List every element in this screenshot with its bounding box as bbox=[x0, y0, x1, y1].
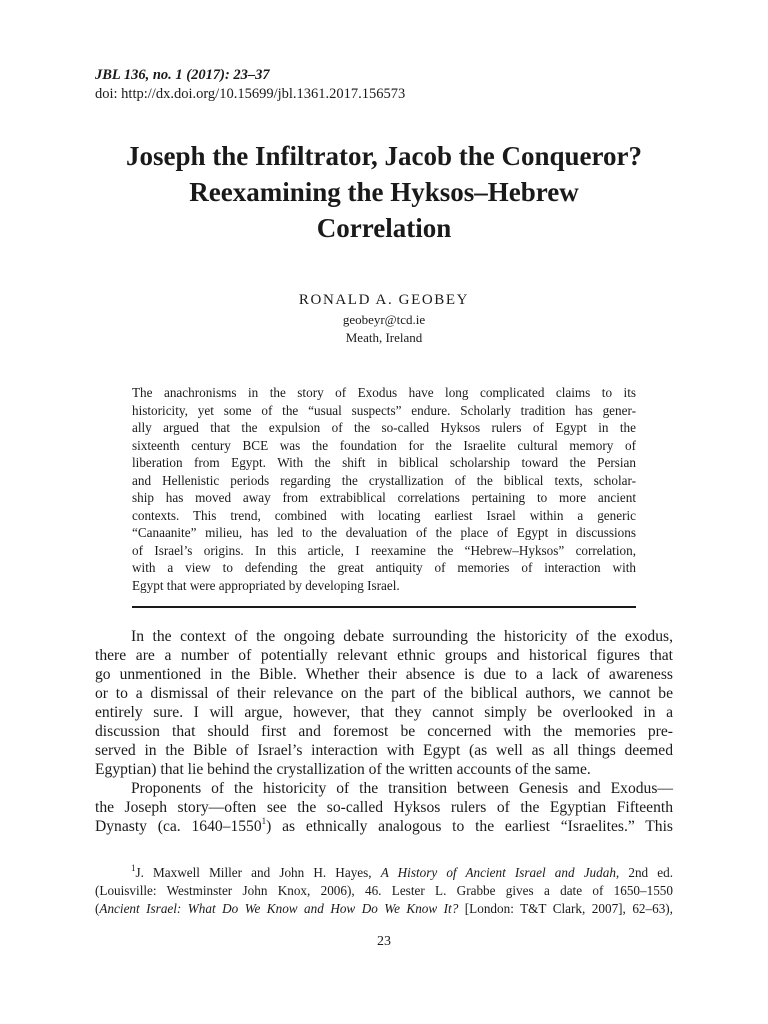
body-line: discussion that should first and foremost be concerned with the memories pre- bbox=[95, 723, 673, 740]
doi-line: doi: http://dx.doi.org/10.15699/jbl.1361.2017.156573 bbox=[95, 86, 406, 102]
body-line: go unmentioned in the Bible. Whether their absence is due to a lack of awareness bbox=[95, 666, 673, 683]
title-line: Correlation bbox=[316, 213, 452, 243]
body-text bbox=[95, 627, 673, 836]
abstract-line: and Hellenistic periods regarding the crystallization of the biblical texts, scholar- bbox=[132, 472, 636, 488]
body-line: served in the Bible of Israel’s interaction with Egypt (as well as all things deemed bbox=[95, 742, 673, 759]
footnote-line: (Louisville: Westminster John Knox, 2006), 46. Lester L. Grabbe gives a date of 1650–1550 bbox=[95, 883, 673, 898]
abstract bbox=[132, 384, 636, 594]
footnote-book-title: A History of Ancient Israel and Judah, bbox=[380, 865, 620, 880]
footnote-line bbox=[95, 900, 673, 918]
footnote-text: 2nd ed. bbox=[619, 865, 674, 880]
title-line: Reexamining the Hyksos–Hebrew bbox=[189, 177, 579, 207]
body-line bbox=[95, 817, 673, 836]
page-number: 23 bbox=[377, 934, 391, 949]
abstract-line: of Israel’s origins. In this article, I reexamine the “Hebrew–Hyksos” correlation, bbox=[132, 542, 636, 558]
body-text-fragment: ) as ethnically analogous to the earliest “Israelites.” This bbox=[266, 818, 673, 835]
body-line: Proponents of the historicity of the transition between Genesis and Exodus— bbox=[131, 780, 673, 797]
author-email: geobeyr@tcd.ie bbox=[342, 312, 426, 327]
abstract-line: ship has moved away from extrabiblical correlations pertaining to more ancient bbox=[132, 490, 636, 505]
footnote-text: ( bbox=[95, 901, 100, 916]
abstract-line: sixteenth century BCE was the foundation for the Israelite cultural memory of bbox=[132, 437, 636, 453]
footnote-text: J. Maxwell Miller and John H. Hayes, bbox=[135, 865, 381, 880]
title-line: Joseph the Infiltrator, Jacob the Conqueror? bbox=[125, 141, 642, 171]
body-line: the Joseph story—often see the so-called Hyksos rulers of the Egyptian Fifteenth bbox=[95, 799, 673, 816]
abstract-line: Egypt that were appropriated by developing Israel. bbox=[132, 577, 400, 593]
article-title bbox=[60, 138, 708, 246]
footnote-book-title: Ancient Israel: What Do We Know and How Do We Know It? bbox=[99, 901, 459, 916]
footnote-marker: 1 bbox=[131, 863, 136, 873]
journal-citation: JBL 136, no. 1 (2017): 23–37 bbox=[95, 67, 270, 83]
abstract-line: contexts. This trend, combined with locating earliest Israel within a generic bbox=[132, 507, 636, 523]
abstract-line: The anachronisms in the story of Exodus have long complicated claims to its bbox=[132, 385, 636, 400]
body-line: Egyptian) that lie behind the crystallization of the written accounts of the same. bbox=[95, 761, 591, 778]
author-name: RONALD A. GEOBEY bbox=[298, 292, 470, 308]
abstract-line: liberation from Egypt. With the shift in biblical scholarship toward the Persian bbox=[132, 455, 636, 470]
abstract-divider bbox=[132, 606, 636, 608]
footnote-text: [London: T&T Clark, 2007], 62–63), bbox=[458, 901, 673, 916]
abstract-line: ally argued that the expulsion of the so-called Hyksos rulers of Egypt in the bbox=[132, 420, 636, 435]
abstract-line: historicity, yet some of the “usual suspects” endure. Scholarly tradition has gener- bbox=[132, 402, 636, 418]
footnote-line bbox=[95, 864, 673, 882]
body-line: there are a number of potentially relevant ethnic groups and historical figures that bbox=[95, 647, 673, 664]
abstract-line: with a view to defending the great antiquity of memories of interaction with bbox=[132, 560, 636, 575]
body-line: or to a dismissal of their relevance on the part of the biblical authors, we cannot be bbox=[95, 685, 673, 702]
abstract-line: “Canaanite” milieu, has led to the devaluation of the place of Egypt in discussions bbox=[132, 525, 636, 540]
body-text-fragment: Dynasty (ca. 1640–1550 bbox=[95, 818, 262, 835]
footnote-reference[interactable]: 1 bbox=[261, 816, 267, 826]
body-line: entirely sure. I will argue, however, that they cannot simply be overlooked in a bbox=[95, 704, 673, 721]
author-location: Meath, Ireland bbox=[345, 330, 423, 345]
body-line: In the context of the ongoing debate surrounding the historicity of the exodus, bbox=[131, 628, 673, 645]
footnote bbox=[95, 864, 673, 918]
